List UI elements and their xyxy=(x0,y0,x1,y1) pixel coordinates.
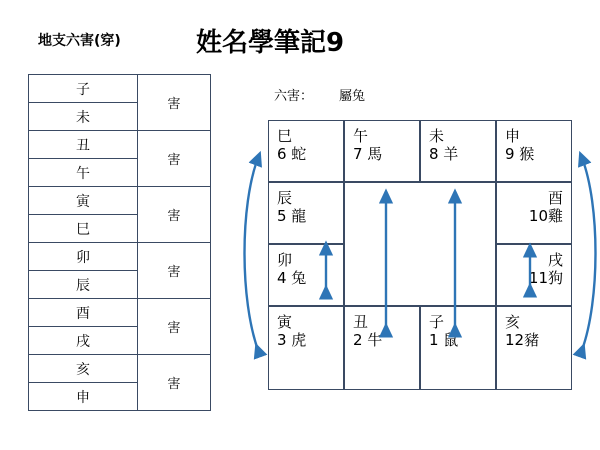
animal-label: 12豬 xyxy=(505,331,540,350)
board-cell-si xyxy=(268,120,344,182)
branch-cell: 卯 xyxy=(29,243,138,271)
harm-cell: 害 xyxy=(138,243,211,299)
harm-cell: 害 xyxy=(138,187,211,243)
branch-label: 酉 xyxy=(547,189,563,207)
page-title: 姓名學筆記9 xyxy=(196,28,345,58)
branch-cell: 辰 xyxy=(29,271,138,299)
animal-label: 2 牛 xyxy=(353,331,383,350)
board-cell-you xyxy=(496,182,572,244)
animal-label: 10雞 xyxy=(528,207,563,226)
branch-label: 亥 xyxy=(505,313,521,331)
table-row xyxy=(29,243,211,271)
board-cell-yin xyxy=(268,306,344,390)
board-center-blank xyxy=(344,182,496,306)
branch-label: 午 xyxy=(353,127,369,145)
arc-right-outer xyxy=(582,158,596,350)
animal-label: 1 鼠 xyxy=(429,331,459,350)
six-harm-caption xyxy=(274,85,365,104)
zodiac-board xyxy=(268,120,572,390)
table-row xyxy=(29,75,211,103)
animal-label: 9 猴 xyxy=(505,145,535,164)
arc-left-outer xyxy=(245,158,259,350)
board-cell-mao xyxy=(268,244,344,306)
board-cell-shen xyxy=(496,120,572,182)
left-subtitle: 地支六害(穿) xyxy=(38,33,121,49)
board-cell-xu xyxy=(496,244,572,306)
branch-label: 巳 xyxy=(277,127,293,145)
board-cell-wei xyxy=(420,120,496,182)
animal-label: 4 兔 xyxy=(277,269,307,288)
branch-cell: 丑 xyxy=(29,131,138,159)
branch-label: 卯 xyxy=(277,251,293,269)
harm-cell: 害 xyxy=(138,75,211,131)
board-cell-hai xyxy=(496,306,572,390)
branch-label: 未 xyxy=(429,127,445,145)
board-cell-zi xyxy=(420,306,496,390)
animal-label: 7 馬 xyxy=(353,145,383,164)
branch-label: 寅 xyxy=(277,313,293,331)
table-row xyxy=(29,187,211,215)
board-cell-chen xyxy=(268,182,344,244)
animal-label: 3 虎 xyxy=(277,331,307,350)
animal-label: 11狗 xyxy=(528,269,563,288)
six-harm-prefix: 六害： xyxy=(274,89,314,104)
animal-label: 5 龍 xyxy=(277,207,307,226)
branch-harm-table xyxy=(28,74,211,411)
board-cell-chou xyxy=(344,306,420,390)
branch-cell: 午 xyxy=(29,159,138,187)
harm-cell: 害 xyxy=(138,355,211,411)
branch-label: 辰 xyxy=(277,189,293,207)
harm-cell: 害 xyxy=(138,299,211,355)
branch-cell: 亥 xyxy=(29,355,138,383)
table-row xyxy=(29,355,211,383)
branch-cell: 寅 xyxy=(29,187,138,215)
six-harm-value: 屬兔 xyxy=(339,89,366,104)
animal-label: 8 羊 xyxy=(429,145,459,164)
board-cell-wu xyxy=(344,120,420,182)
animal-label: 6 蛇 xyxy=(277,145,307,164)
table-row xyxy=(29,131,211,159)
harm-cell: 害 xyxy=(138,131,211,187)
branch-label: 申 xyxy=(505,127,521,145)
branch-cell: 申 xyxy=(29,383,138,411)
table-row xyxy=(29,299,211,327)
branch-cell: 未 xyxy=(29,103,138,131)
branch-label: 子 xyxy=(429,313,445,331)
branch-cell: 子 xyxy=(29,75,138,103)
branch-label: 戌 xyxy=(547,251,563,269)
branch-cell: 戌 xyxy=(29,327,138,355)
branch-cell: 酉 xyxy=(29,299,138,327)
branch-label: 丑 xyxy=(353,313,369,331)
branch-cell: 巳 xyxy=(29,215,138,243)
